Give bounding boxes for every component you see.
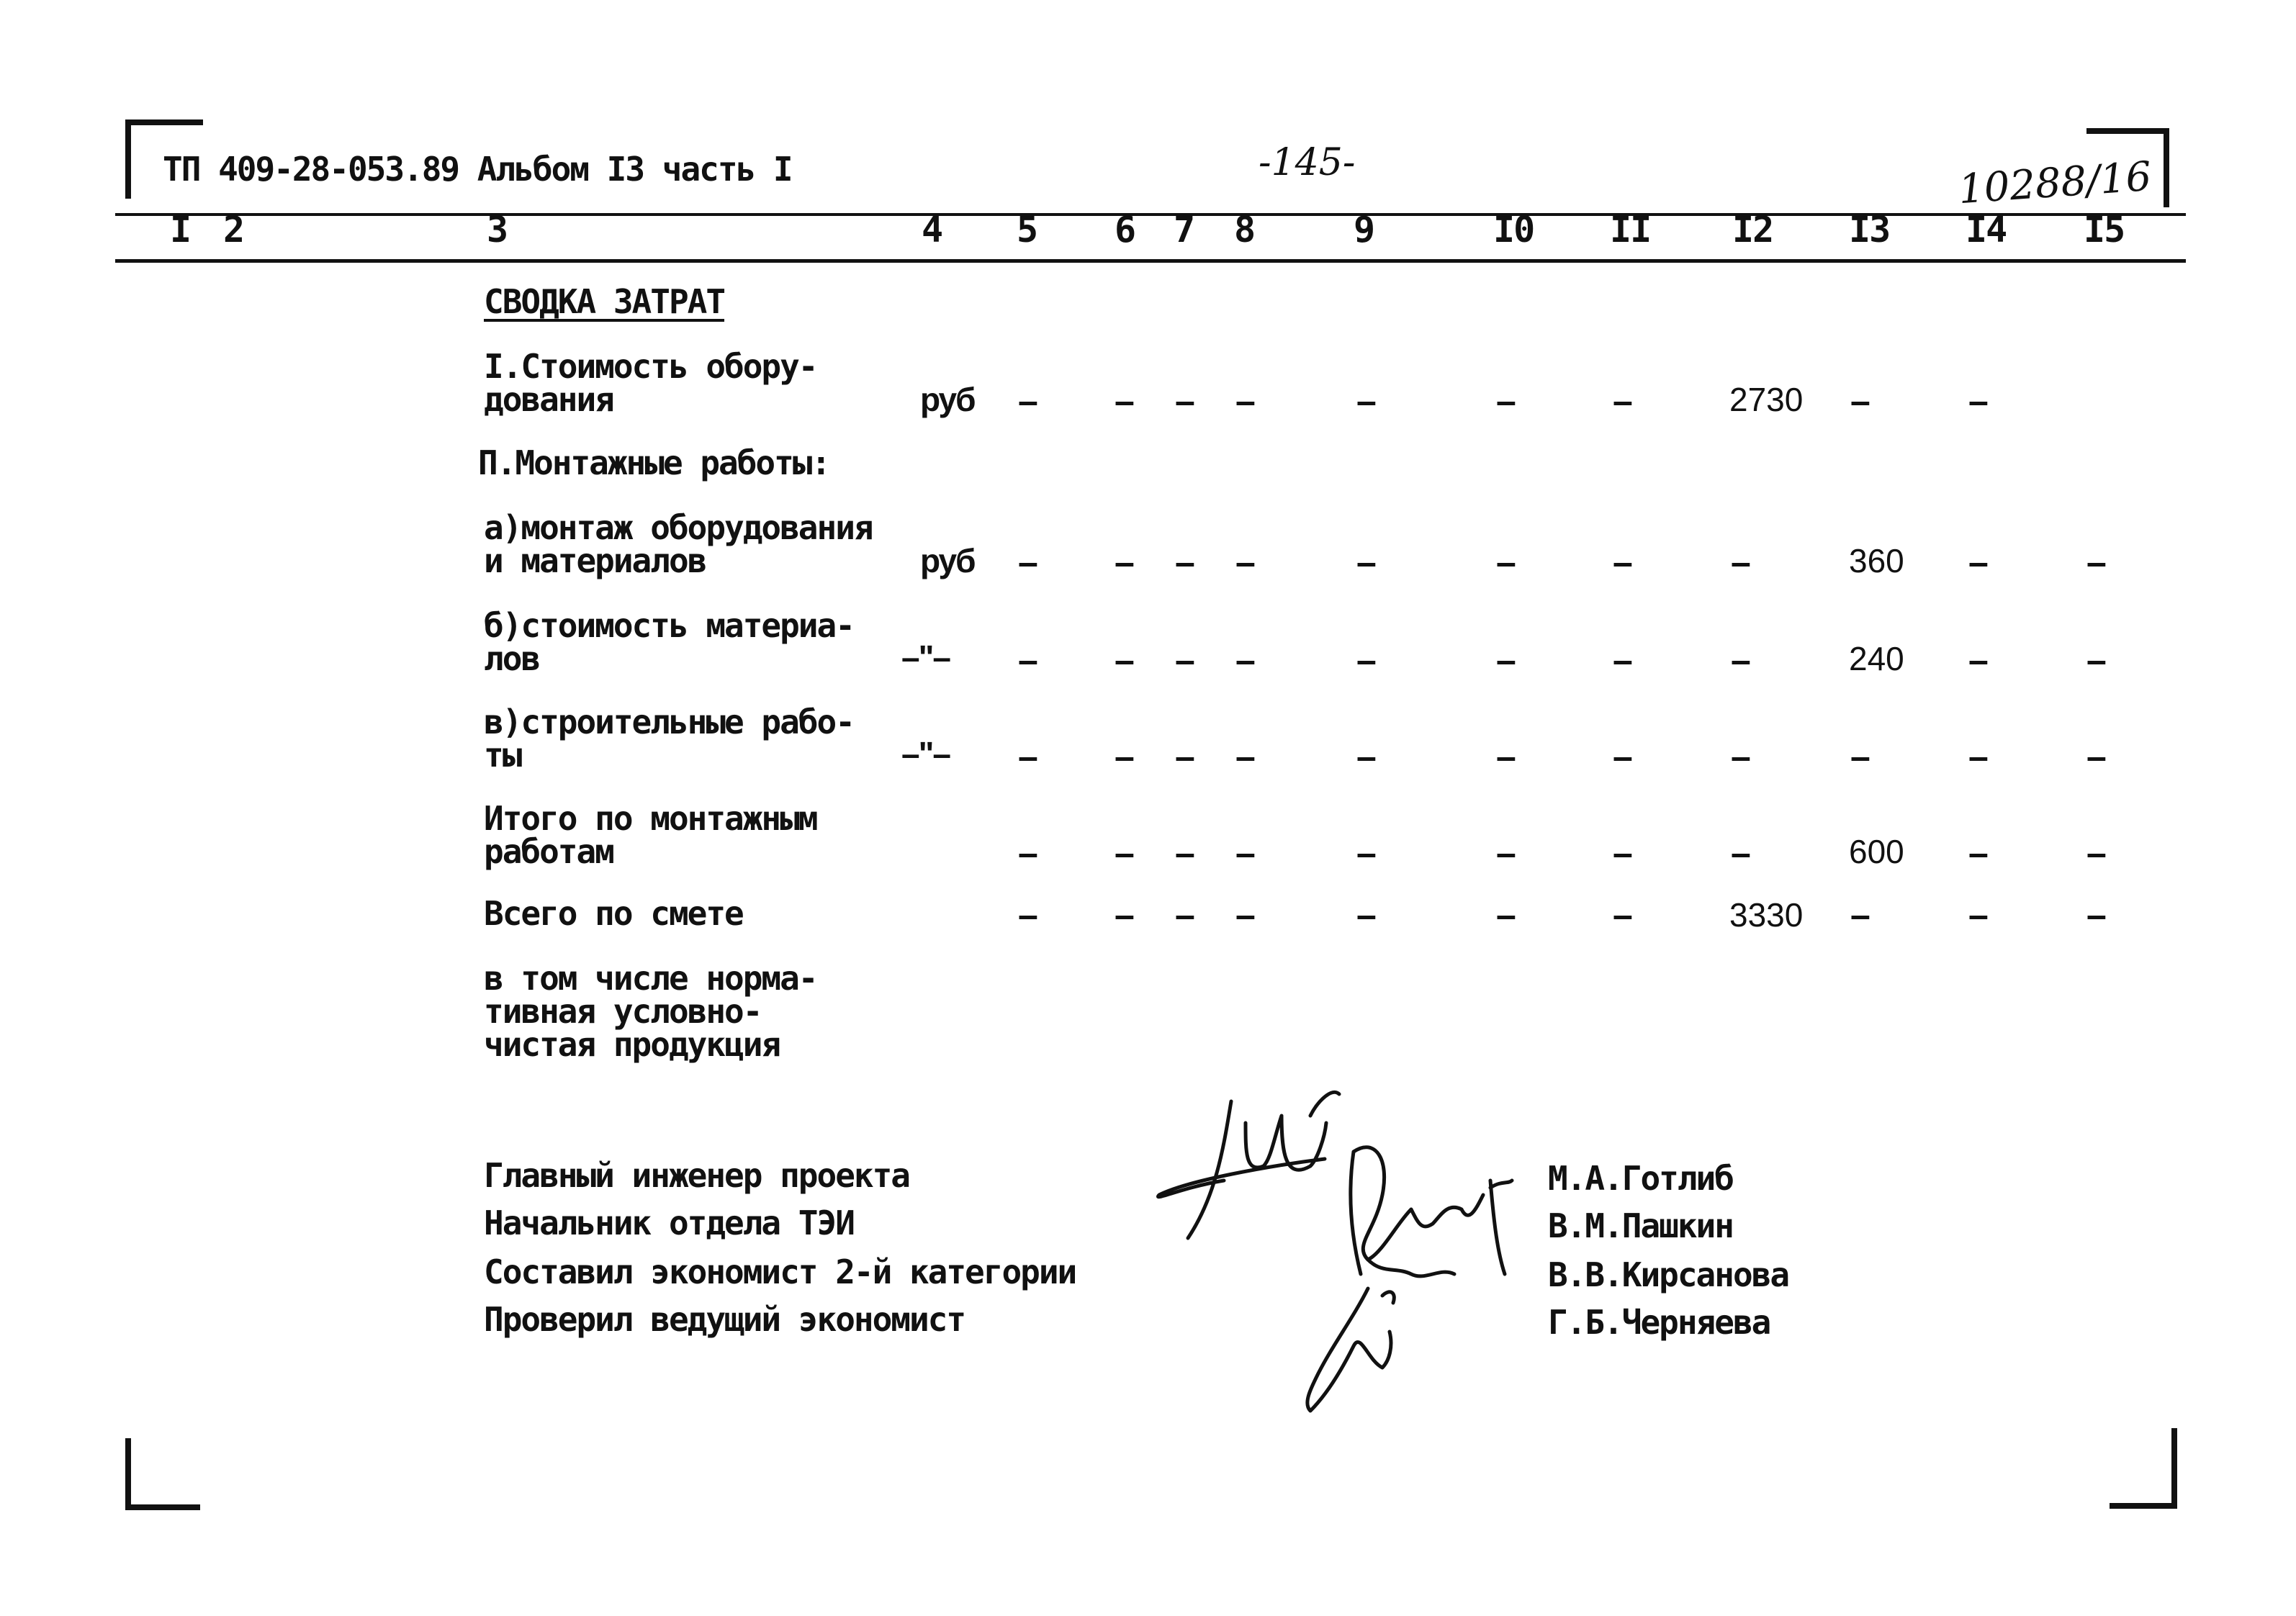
signature-stroke-1 xyxy=(1158,1092,1339,1238)
cell-col14: – xyxy=(1968,640,1989,680)
row-label-estimate-total: Всего по смете xyxy=(484,894,743,933)
cell-col12: – xyxy=(1731,640,1751,680)
cell-col14: – xyxy=(1968,381,1989,421)
cell-col15: – xyxy=(2086,833,2107,873)
row-label-net-production: в том числе норма- тивная условно- чистая продукция xyxy=(484,959,817,1064)
cell-col7: – xyxy=(1175,895,1195,935)
column-number-5: 5 xyxy=(1017,209,1037,250)
cell-col15: – xyxy=(2086,736,2107,777)
cell-col6: – xyxy=(1115,895,1135,935)
cell-col7: – xyxy=(1175,736,1195,777)
corner-mark-bottom-right xyxy=(2110,1503,2177,1509)
row-label-materials-cost: б)стоимость материа- лов xyxy=(484,606,854,678)
cell-col10: – xyxy=(1496,833,1516,873)
cell-col13: 360 xyxy=(1849,542,1904,579)
cell-col9: – xyxy=(1356,381,1377,421)
cell-col10: – xyxy=(1496,736,1516,777)
cell-col15: – xyxy=(2086,640,2107,680)
signature-role-department-head: Начальник отдела ТЭИ xyxy=(484,1204,854,1242)
cell-col15: – xyxy=(2086,895,2107,935)
column-number-14: I4 xyxy=(1966,209,2007,250)
cell-col8: – xyxy=(1235,381,1256,421)
cell-col7: – xyxy=(1175,640,1195,680)
cell-col11: – xyxy=(1613,736,1633,777)
signature-name-department-head: В.М.Пашкин xyxy=(1548,1206,1733,1245)
header-bottom-rule xyxy=(115,259,2186,263)
corner-mark-top-left xyxy=(125,119,203,125)
column-number-15: I5 xyxy=(2084,209,2125,250)
cell-col6: – xyxy=(1115,542,1135,582)
cell-unit: руб xyxy=(920,542,975,579)
corner-mark-bottom-right xyxy=(2171,1428,2177,1509)
cell-col5: – xyxy=(1018,833,1038,873)
cell-unit: –"– xyxy=(901,735,950,772)
row-label-construction-works: в)строительные рабо- ты xyxy=(484,703,854,775)
corner-mark-bottom-left xyxy=(125,1438,131,1510)
row-label-installation-subtotal: Итого по монтажным работам xyxy=(484,799,817,871)
cell-col14: – xyxy=(1968,895,1989,935)
column-number-10: I0 xyxy=(1493,209,1534,250)
cell-col6: – xyxy=(1115,381,1135,421)
cell-col11: – xyxy=(1613,833,1633,873)
cell-col13: – xyxy=(1850,736,1870,777)
cell-col5: – xyxy=(1018,736,1038,777)
column-number-4: 4 xyxy=(922,209,942,250)
signature-role-chief-engineer: Главный инженер проекта xyxy=(484,1156,909,1195)
column-number-6: 6 xyxy=(1115,209,1135,250)
column-number-2: 2 xyxy=(223,209,244,250)
cell-col9: – xyxy=(1356,833,1377,873)
cell-col8: – xyxy=(1235,640,1256,680)
cell-col12: – xyxy=(1731,542,1751,582)
document-code: ТП 409-28-053.89 Альбом I3 часть I xyxy=(163,150,792,189)
signature-role-economist: Составил экономист 2-й категории xyxy=(484,1252,1076,1291)
column-number-9: 9 xyxy=(1354,209,1374,250)
page-number: -145- xyxy=(1259,141,1356,184)
column-number-13: I3 xyxy=(1849,209,1890,250)
corner-mark-bottom-left xyxy=(125,1504,200,1510)
handwritten-signatures xyxy=(1138,1058,1541,1447)
cell-col10: – xyxy=(1496,895,1516,935)
cell-col7: – xyxy=(1175,542,1195,582)
column-number-3: 3 xyxy=(487,209,508,250)
cell-col8: – xyxy=(1235,895,1256,935)
cell-col7: – xyxy=(1175,833,1195,873)
cell-col10: – xyxy=(1496,640,1516,680)
cell-col9: – xyxy=(1356,736,1377,777)
cell-col14: – xyxy=(1968,736,1989,777)
row-label-installation: а)монтаж оборудования и материалов xyxy=(484,508,873,580)
cell-col10: – xyxy=(1496,542,1516,582)
cell-col13: 240 xyxy=(1849,640,1904,677)
cell-col8: – xyxy=(1235,736,1256,777)
cell-col15: – xyxy=(2086,542,2107,582)
cell-col8: – xyxy=(1235,542,1256,582)
cell-col14: – xyxy=(1968,542,1989,582)
cell-col11: – xyxy=(1613,895,1633,935)
cell-unit: –"– xyxy=(901,638,950,676)
cell-col5: – xyxy=(1018,381,1038,421)
cell-col9: – xyxy=(1356,542,1377,582)
signature-stroke-3 xyxy=(1368,1260,1454,1276)
table-title: СВОДКА ЗАТРАТ xyxy=(484,282,725,321)
corner-mark-top-right xyxy=(2164,128,2169,207)
signature-stroke-2 xyxy=(1351,1147,1512,1274)
column-number-11: II xyxy=(1610,209,1651,250)
signature-role-lead-economist: Проверил ведущий экономист xyxy=(484,1300,965,1339)
cell-col11: – xyxy=(1613,381,1633,421)
cell-col5: – xyxy=(1018,895,1038,935)
column-number-7: 7 xyxy=(1174,209,1194,250)
cell-col12: 2730 xyxy=(1729,381,1804,418)
row-label-equipment-cost: I.Стоимость обору- дования xyxy=(484,347,817,419)
cell-col12: – xyxy=(1731,736,1751,777)
cell-col9: – xyxy=(1356,895,1377,935)
cell-col11: – xyxy=(1613,640,1633,680)
row-label-installation-works: П.Монтажные работы: xyxy=(478,443,830,482)
signature-stroke-4 xyxy=(1307,1288,1394,1411)
column-number-12: I2 xyxy=(1732,209,1773,250)
cell-col12: – xyxy=(1731,833,1751,873)
cell-col5: – xyxy=(1018,640,1038,680)
cell-col6: – xyxy=(1115,640,1135,680)
cell-col6: – xyxy=(1115,736,1135,777)
column-number-8: 8 xyxy=(1234,209,1255,250)
cell-col6: – xyxy=(1115,833,1135,873)
column-number-1: I xyxy=(170,209,191,250)
cell-unit: руб xyxy=(920,381,975,418)
cell-col11: – xyxy=(1613,542,1633,582)
cell-col10: – xyxy=(1496,381,1516,421)
cell-col13: – xyxy=(1850,381,1870,421)
signature-name-lead-economist: Г.Б.Черняева xyxy=(1548,1303,1770,1342)
cell-col13: 600 xyxy=(1849,833,1904,870)
cell-col12: 3330 xyxy=(1729,896,1804,934)
signature-name-chief-engineer: М.А.Готлиб xyxy=(1548,1159,1733,1198)
signature-name-economist: В.В.Кирсанова xyxy=(1548,1255,1789,1294)
corner-mark-top-right xyxy=(2086,128,2169,134)
cell-col9: – xyxy=(1356,640,1377,680)
cell-col8: – xyxy=(1235,833,1256,873)
cell-col7: – xyxy=(1175,381,1195,421)
corner-mark-top-left xyxy=(125,121,131,199)
cell-col14: – xyxy=(1968,833,1989,873)
cell-col5: – xyxy=(1018,542,1038,582)
cell-col13: – xyxy=(1850,895,1870,935)
sheet-number: 10288/16 xyxy=(1957,153,2153,214)
